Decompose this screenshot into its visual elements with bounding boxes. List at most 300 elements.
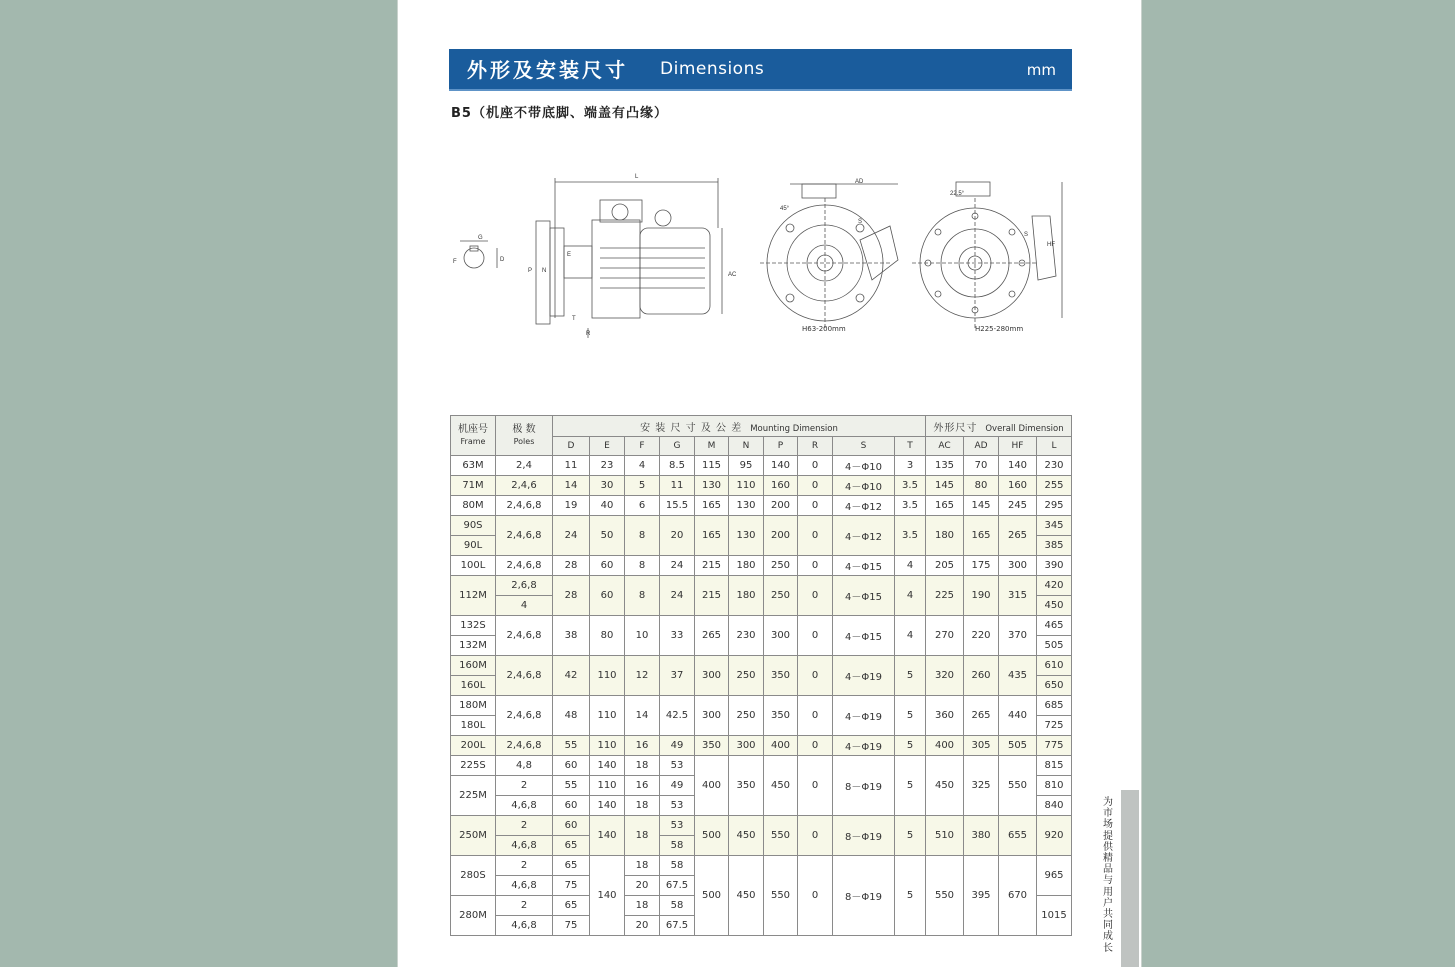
cell-s: 4－Φ12 bbox=[833, 516, 895, 556]
cell-ad: 325 bbox=[964, 756, 999, 816]
cell-t: 3 bbox=[895, 456, 926, 476]
cell-hf: 435 bbox=[999, 656, 1037, 696]
cell-g: 37 bbox=[660, 656, 695, 696]
cell-f: 14 bbox=[625, 696, 660, 736]
cell-hf: 655 bbox=[999, 816, 1037, 856]
cell-t: 4 bbox=[895, 556, 926, 576]
cell-p: 160 bbox=[764, 476, 798, 496]
cell-s: 4－Φ19 bbox=[833, 656, 895, 696]
cell-s: 4－Φ15 bbox=[833, 556, 895, 576]
cell-d: 60 bbox=[553, 816, 590, 836]
cell-l: 450 bbox=[1037, 596, 1072, 616]
dim-label-g: G bbox=[478, 235, 483, 241]
cell-l: 505 bbox=[1037, 636, 1072, 656]
cell-frame: 90L bbox=[451, 536, 496, 556]
cell-d: 38 bbox=[553, 616, 590, 656]
cell-r: 0 bbox=[798, 696, 833, 736]
cell-s: 4－Φ10 bbox=[833, 456, 895, 476]
cell-l: 610 bbox=[1037, 656, 1072, 676]
cell-poles: 2 bbox=[496, 896, 553, 916]
col-header-hf: HF bbox=[999, 437, 1037, 456]
dim-label-l: L bbox=[635, 174, 639, 180]
cell-g: 58 bbox=[660, 836, 695, 856]
cell-p: 200 bbox=[764, 496, 798, 516]
cell-n: 300 bbox=[729, 736, 764, 756]
cell-poles: 4,6,8 bbox=[496, 796, 553, 816]
col-header-g: G bbox=[660, 437, 695, 456]
cell-s: 8－Φ19 bbox=[833, 816, 895, 856]
cell-poles: 2,4,6,8 bbox=[496, 696, 553, 736]
cell-f: 4 bbox=[625, 456, 660, 476]
cell-frame: 80M bbox=[451, 496, 496, 516]
cell-ad: 80 bbox=[964, 476, 999, 496]
cell-poles: 2,6,8 bbox=[496, 576, 553, 596]
cell-f: 18 bbox=[625, 896, 660, 916]
cell-poles: 2,4,6,8 bbox=[496, 496, 553, 516]
table-row bbox=[451, 616, 1072, 636]
cell-n: 250 bbox=[729, 656, 764, 696]
dim-label-ac: AC bbox=[728, 272, 737, 278]
cell-ac: 270 bbox=[926, 616, 964, 656]
cell-ac: 450 bbox=[926, 756, 964, 816]
table-row bbox=[451, 476, 1072, 496]
cell-ac: 360 bbox=[926, 696, 964, 736]
cell-m: 265 bbox=[695, 616, 729, 656]
col-header-e: E bbox=[590, 437, 625, 456]
cell-s: 4－Φ10 bbox=[833, 476, 895, 496]
cell-p: 140 bbox=[764, 456, 798, 476]
dim-label-n: N bbox=[542, 268, 547, 274]
cell-d: 75 bbox=[553, 876, 590, 896]
cell-n: 180 bbox=[729, 576, 764, 616]
cell-s: 4－Φ19 bbox=[833, 696, 895, 736]
flange-front-view-large-drawing bbox=[912, 182, 1062, 328]
cell-frame: 100L bbox=[451, 556, 496, 576]
cell-t: 5 bbox=[895, 856, 926, 936]
dim-label-angle-22-5: 22.5° bbox=[950, 191, 965, 197]
col-header-f: F bbox=[625, 437, 660, 456]
cell-d: 55 bbox=[553, 736, 590, 756]
side-slogan-text: 为市场提供精品 与用户共同成长 bbox=[1103, 797, 1113, 954]
cell-ac: 205 bbox=[926, 556, 964, 576]
cell-hf: 670 bbox=[999, 856, 1037, 936]
cell-g: 53 bbox=[660, 756, 695, 776]
cell-g: 49 bbox=[660, 736, 695, 756]
cell-e: 140 bbox=[590, 856, 625, 936]
cell-s: 4－Φ15 bbox=[833, 576, 895, 616]
cell-e: 40 bbox=[590, 496, 625, 516]
cell-p: 450 bbox=[764, 756, 798, 816]
cell-poles: 2 bbox=[496, 856, 553, 876]
cell-g: 8.5 bbox=[660, 456, 695, 476]
cell-frame: 180M bbox=[451, 696, 496, 716]
cell-p: 250 bbox=[764, 576, 798, 616]
cell-n: 450 bbox=[729, 856, 764, 936]
table-row bbox=[451, 856, 1072, 876]
cell-frame: 225S bbox=[451, 756, 496, 776]
cell-frame: 63M bbox=[451, 456, 496, 476]
cell-frame: 280S bbox=[451, 856, 496, 896]
cell-ac: 165 bbox=[926, 496, 964, 516]
cell-g: 58 bbox=[660, 856, 695, 876]
cell-e: 110 bbox=[590, 656, 625, 696]
cell-poles: 4,8 bbox=[496, 756, 553, 776]
cell-ad: 395 bbox=[964, 856, 999, 936]
cell-l: 965 bbox=[1037, 856, 1072, 896]
cell-n: 130 bbox=[729, 516, 764, 556]
cell-d: 65 bbox=[553, 836, 590, 856]
cell-hf: 140 bbox=[999, 456, 1037, 476]
cell-s: 4－Φ15 bbox=[833, 616, 895, 656]
cell-n: 350 bbox=[729, 756, 764, 816]
section-title-en: Dimensions bbox=[660, 59, 765, 79]
cell-r: 0 bbox=[798, 756, 833, 816]
cell-poles: 2,4,6,8 bbox=[496, 556, 553, 576]
cell-t: 5 bbox=[895, 756, 926, 816]
drawing-caption-large: H225-280mm bbox=[975, 325, 1024, 333]
cell-poles: 4,6,8 bbox=[496, 916, 553, 936]
cell-e: 110 bbox=[590, 736, 625, 756]
cell-f: 20 bbox=[625, 876, 660, 896]
cell-poles: 2,4,6,8 bbox=[496, 516, 553, 556]
cell-l: 385 bbox=[1037, 536, 1072, 556]
cell-s: 8－Φ19 bbox=[833, 856, 895, 936]
table-row bbox=[451, 576, 1072, 596]
cell-d: 24 bbox=[553, 516, 590, 556]
cell-d: 48 bbox=[553, 696, 590, 736]
cell-e: 110 bbox=[590, 776, 625, 796]
cell-frame: 132M bbox=[451, 636, 496, 656]
dim-label-p: P bbox=[528, 268, 533, 274]
cell-r: 0 bbox=[798, 656, 833, 696]
cell-d: 42 bbox=[553, 656, 590, 696]
cell-l: 345 bbox=[1037, 516, 1072, 536]
cell-d: 19 bbox=[553, 496, 590, 516]
cell-poles: 2,4,6,8 bbox=[496, 656, 553, 696]
cell-n: 250 bbox=[729, 696, 764, 736]
cell-t: 4 bbox=[895, 576, 926, 616]
motor-drawing-svg bbox=[450, 168, 1070, 348]
cell-p: 350 bbox=[764, 656, 798, 696]
header-mounting-dimension: 安 装 尺 寸 及 公 差 Mounting Dimension bbox=[553, 416, 926, 437]
cell-frame: 225M bbox=[451, 776, 496, 816]
cell-r: 0 bbox=[798, 496, 833, 516]
table-row bbox=[451, 816, 1072, 836]
table-row bbox=[451, 736, 1072, 756]
cell-n: 95 bbox=[729, 456, 764, 476]
cell-e: 140 bbox=[590, 756, 625, 776]
cell-g: 49 bbox=[660, 776, 695, 796]
cell-p: 200 bbox=[764, 516, 798, 556]
cell-m: 215 bbox=[695, 556, 729, 576]
table-row bbox=[451, 656, 1072, 676]
cell-d: 75 bbox=[553, 916, 590, 936]
catalog-page bbox=[398, 0, 1141, 967]
cell-ac: 320 bbox=[926, 656, 964, 696]
cell-frame: 112M bbox=[451, 576, 496, 616]
cell-r: 0 bbox=[798, 856, 833, 936]
cell-p: 300 bbox=[764, 616, 798, 656]
cell-r: 0 bbox=[798, 516, 833, 556]
motor-side-view-drawing bbox=[536, 178, 722, 338]
cell-d: 28 bbox=[553, 576, 590, 616]
cell-d: 28 bbox=[553, 556, 590, 576]
cell-p: 400 bbox=[764, 736, 798, 756]
cell-e: 50 bbox=[590, 516, 625, 556]
cell-e: 140 bbox=[590, 796, 625, 816]
shaft-end-view-drawing bbox=[460, 241, 497, 268]
cell-l: 810 bbox=[1037, 776, 1072, 796]
cell-f: 12 bbox=[625, 656, 660, 696]
cell-ac: 225 bbox=[926, 576, 964, 616]
col-header-ad: AD bbox=[964, 437, 999, 456]
cell-f: 18 bbox=[625, 856, 660, 876]
cell-poles: 2,4,6,8 bbox=[496, 736, 553, 756]
cell-l: 725 bbox=[1037, 716, 1072, 736]
cell-l: 650 bbox=[1037, 676, 1072, 696]
cell-ad: 190 bbox=[964, 576, 999, 616]
cell-e: 80 bbox=[590, 616, 625, 656]
table-row bbox=[451, 496, 1072, 516]
cell-r: 0 bbox=[798, 556, 833, 576]
cell-ad: 305 bbox=[964, 736, 999, 756]
cell-l: 1015 bbox=[1037, 896, 1072, 936]
cell-ad: 175 bbox=[964, 556, 999, 576]
cell-f: 8 bbox=[625, 556, 660, 576]
dim-label-hf: HF bbox=[1047, 242, 1055, 248]
cell-e: 60 bbox=[590, 556, 625, 576]
cell-hf: 265 bbox=[999, 516, 1037, 556]
dim-label-d: D bbox=[500, 257, 505, 263]
cell-s: 4－Φ12 bbox=[833, 496, 895, 516]
cell-n: 230 bbox=[729, 616, 764, 656]
cell-g: 15.5 bbox=[660, 496, 695, 516]
cell-f: 6 bbox=[625, 496, 660, 516]
cell-hf: 160 bbox=[999, 476, 1037, 496]
dim-label-r: R bbox=[586, 331, 591, 337]
cell-t: 3.5 bbox=[895, 496, 926, 516]
cell-frame: 180L bbox=[451, 716, 496, 736]
unit-label: mm bbox=[1026, 61, 1056, 79]
dim-label-e: E bbox=[567, 252, 572, 258]
cell-m: 300 bbox=[695, 656, 729, 696]
cell-p: 250 bbox=[764, 556, 798, 576]
cell-r: 0 bbox=[798, 476, 833, 496]
cell-hf: 315 bbox=[999, 576, 1037, 616]
cell-f: 18 bbox=[625, 756, 660, 776]
cell-f: 5 bbox=[625, 476, 660, 496]
cell-n: 110 bbox=[729, 476, 764, 496]
section-header bbox=[449, 49, 1072, 91]
cell-m: 500 bbox=[695, 856, 729, 936]
cell-r: 0 bbox=[798, 816, 833, 856]
cell-poles: 2,4 bbox=[496, 456, 553, 476]
cell-e: 140 bbox=[590, 816, 625, 856]
header-frame: 机座号 Frame bbox=[451, 416, 496, 456]
cell-poles: 4 bbox=[496, 596, 553, 616]
cell-r: 0 bbox=[798, 576, 833, 616]
dim-label-s-small: S bbox=[858, 219, 863, 225]
cell-f: 18 bbox=[625, 796, 660, 816]
cell-s: 8－Φ19 bbox=[833, 756, 895, 816]
cell-ac: 135 bbox=[926, 456, 964, 476]
dim-label-angle-45: 45° bbox=[780, 206, 790, 212]
cell-e: 60 bbox=[590, 576, 625, 616]
cell-ac: 400 bbox=[926, 736, 964, 756]
cell-f: 16 bbox=[625, 736, 660, 756]
header-poles: 极 数 Poles bbox=[496, 416, 553, 456]
cell-t: 5 bbox=[895, 656, 926, 696]
cell-frame: 280M bbox=[451, 896, 496, 936]
cell-poles: 4,6,8 bbox=[496, 836, 553, 856]
cell-l: 685 bbox=[1037, 696, 1072, 716]
cell-l: 840 bbox=[1037, 796, 1072, 816]
cell-ad: 265 bbox=[964, 696, 999, 736]
cell-g: 20 bbox=[660, 516, 695, 556]
cell-r: 0 bbox=[798, 736, 833, 756]
cell-l: 465 bbox=[1037, 616, 1072, 636]
cell-n: 450 bbox=[729, 816, 764, 856]
cell-t: 5 bbox=[895, 736, 926, 756]
cell-d: 65 bbox=[553, 896, 590, 916]
cell-t: 3.5 bbox=[895, 516, 926, 556]
cell-hf: 550 bbox=[999, 756, 1037, 816]
col-header-t: T bbox=[895, 437, 926, 456]
cell-hf: 440 bbox=[999, 696, 1037, 736]
header-overall-dimension: 外形尺寸 Overall Dimension bbox=[926, 416, 1072, 437]
col-header-r: R bbox=[798, 437, 833, 456]
cell-frame: 132S bbox=[451, 616, 496, 636]
cell-n: 180 bbox=[729, 556, 764, 576]
cell-l: 390 bbox=[1037, 556, 1072, 576]
cell-f: 20 bbox=[625, 916, 660, 936]
cell-frame: 200L bbox=[451, 736, 496, 756]
cell-m: 215 bbox=[695, 576, 729, 616]
cell-m: 115 bbox=[695, 456, 729, 476]
cell-p: 550 bbox=[764, 816, 798, 856]
cell-f: 8 bbox=[625, 516, 660, 556]
col-header-ac: AC bbox=[926, 437, 964, 456]
cell-m: 400 bbox=[695, 756, 729, 816]
cell-ad: 260 bbox=[964, 656, 999, 696]
table-row bbox=[451, 456, 1072, 476]
cell-p: 550 bbox=[764, 856, 798, 936]
cell-m: 350 bbox=[695, 736, 729, 756]
table-row bbox=[451, 556, 1072, 576]
cell-frame: 90S bbox=[451, 516, 496, 536]
cell-frame: 160L bbox=[451, 676, 496, 696]
cell-frame: 71M bbox=[451, 476, 496, 496]
cell-m: 165 bbox=[695, 496, 729, 516]
cell-g: 67.5 bbox=[660, 916, 695, 936]
cell-t: 5 bbox=[895, 696, 926, 736]
cell-l: 230 bbox=[1037, 456, 1072, 476]
cell-p: 350 bbox=[764, 696, 798, 736]
dim-label-ad: AD bbox=[855, 179, 864, 185]
cell-g: 11 bbox=[660, 476, 695, 496]
cell-ac: 180 bbox=[926, 516, 964, 556]
cell-hf: 370 bbox=[999, 616, 1037, 656]
dimension-table bbox=[450, 415, 1072, 936]
cell-f: 8 bbox=[625, 576, 660, 616]
cell-m: 500 bbox=[695, 816, 729, 856]
cell-d: 11 bbox=[553, 456, 590, 476]
col-header-p: P bbox=[764, 437, 798, 456]
cell-g: 53 bbox=[660, 796, 695, 816]
cell-e: 110 bbox=[590, 696, 625, 736]
cell-ad: 165 bbox=[964, 516, 999, 556]
table-row bbox=[451, 756, 1072, 776]
cell-ad: 220 bbox=[964, 616, 999, 656]
cell-t: 4 bbox=[895, 616, 926, 656]
cell-m: 165 bbox=[695, 516, 729, 556]
col-header-d: D bbox=[553, 437, 590, 456]
cell-t: 5 bbox=[895, 816, 926, 856]
cell-r: 0 bbox=[798, 456, 833, 476]
table-row bbox=[451, 516, 1072, 536]
cell-hf: 505 bbox=[999, 736, 1037, 756]
cell-g: 58 bbox=[660, 896, 695, 916]
cell-s: 4－Φ19 bbox=[833, 736, 895, 756]
table-row bbox=[451, 696, 1072, 716]
cell-poles: 2 bbox=[496, 776, 553, 796]
col-header-s: S bbox=[833, 437, 895, 456]
section-title-cn: 外形及安装尺寸 bbox=[467, 58, 628, 82]
cell-ac: 145 bbox=[926, 476, 964, 496]
cell-g: 53 bbox=[660, 816, 695, 836]
drawing-caption-small: H63-200mm bbox=[802, 325, 846, 333]
cell-d: 65 bbox=[553, 856, 590, 876]
cell-l: 920 bbox=[1037, 816, 1072, 856]
cell-ac: 510 bbox=[926, 816, 964, 856]
mounting-type-subtitle: B5（机座不带底脚、端盖有凸缘） bbox=[451, 106, 668, 121]
col-header-l: L bbox=[1037, 437, 1072, 456]
cell-l: 815 bbox=[1037, 756, 1072, 776]
cell-l: 775 bbox=[1037, 736, 1072, 756]
side-tab-strip bbox=[1121, 790, 1139, 967]
cell-hf: 245 bbox=[999, 496, 1037, 516]
cell-l: 295 bbox=[1037, 496, 1072, 516]
cell-n: 130 bbox=[729, 496, 764, 516]
cell-g: 24 bbox=[660, 556, 695, 576]
motor-drawings bbox=[450, 168, 1070, 348]
cell-poles: 4,6,8 bbox=[496, 876, 553, 896]
cell-frame: 250M bbox=[451, 816, 496, 856]
cell-m: 130 bbox=[695, 476, 729, 496]
cell-ad: 70 bbox=[964, 456, 999, 476]
cell-poles: 2,4,6 bbox=[496, 476, 553, 496]
cell-frame: 160M bbox=[451, 656, 496, 676]
cell-ac: 550 bbox=[926, 856, 964, 936]
cell-f: 16 bbox=[625, 776, 660, 796]
cell-l: 420 bbox=[1037, 576, 1072, 596]
cell-m: 300 bbox=[695, 696, 729, 736]
cell-g: 67.5 bbox=[660, 876, 695, 896]
cell-g: 42.5 bbox=[660, 696, 695, 736]
dim-label-s-large: S bbox=[1024, 232, 1029, 238]
cell-t: 3.5 bbox=[895, 476, 926, 496]
cell-g: 24 bbox=[660, 576, 695, 616]
cell-e: 30 bbox=[590, 476, 625, 496]
cell-poles: 2,4,6,8 bbox=[496, 616, 553, 656]
cell-f: 18 bbox=[625, 816, 660, 856]
cell-e: 23 bbox=[590, 456, 625, 476]
cell-g: 33 bbox=[660, 616, 695, 656]
cell-r: 0 bbox=[798, 616, 833, 656]
cell-d: 55 bbox=[553, 776, 590, 796]
cell-poles: 2 bbox=[496, 816, 553, 836]
col-header-n: N bbox=[729, 437, 764, 456]
